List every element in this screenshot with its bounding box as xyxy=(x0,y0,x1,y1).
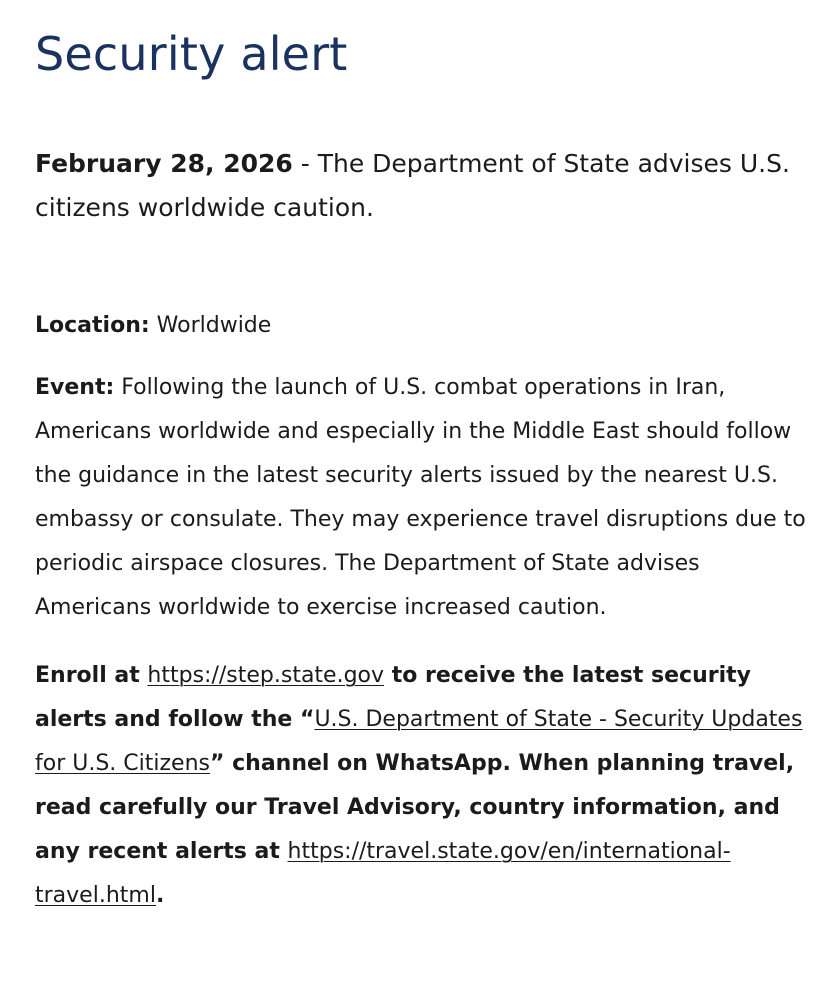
location-value: Worldwide xyxy=(149,313,272,338)
whatsapp-channel-link[interactable]: U.S. Department of State - Security Updates for U.S. Citizens xyxy=(35,707,803,776)
enroll-prefix: Enroll at xyxy=(35,663,148,688)
enroll-mid-1: to receive the latest security alerts and follow the “ xyxy=(35,663,751,732)
step-link[interactable]: https://step.state.gov xyxy=(147,663,385,688)
enroll-suffix: . xyxy=(155,883,165,908)
page-title: Security alert xyxy=(35,27,348,81)
alert-date: February 28, 2026 xyxy=(35,149,293,178)
location-line xyxy=(35,304,810,348)
event-label: Event: xyxy=(35,375,115,400)
enroll-mid-2: ” channel on WhatsApp. When planning travel, read carefully our Travel Advisory, country information, and any recent alerts at xyxy=(35,751,795,864)
travel-info-link[interactable]: https://travel.state.gov/en/international-travel.html xyxy=(35,839,731,908)
enroll-paragraph xyxy=(35,654,810,918)
alert-summary-text: - The Department of State advises U.S. citizens worldwide caution. xyxy=(35,149,790,222)
location-label: Location: xyxy=(35,313,150,338)
event-paragraph xyxy=(35,366,810,630)
event-text: Following the launch of U.S. combat operations in Iran, Americans worldwide and especially in the Middle East should follow the guidance in the latest security alerts issued by the nearest U.S. embassy or consulate. They may experience travel disruptions due to periodic airspace closures. The Department of State advises Americans worldwide to exercise increased caution. xyxy=(35,375,806,620)
alert-summary xyxy=(35,142,810,230)
